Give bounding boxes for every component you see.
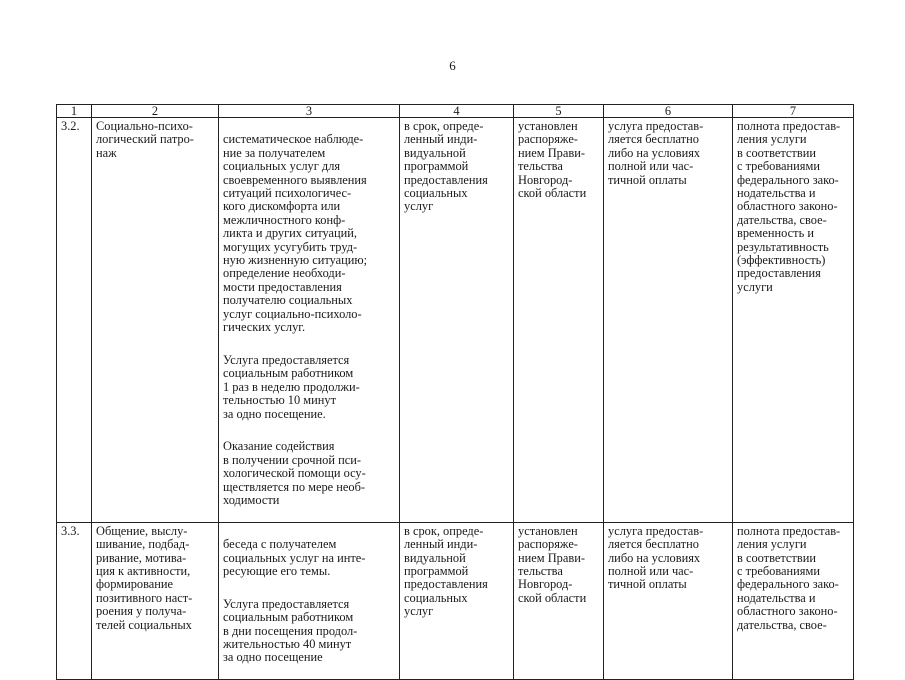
description-paragraph: Оказание содействия в получении срочной пси- хологической помощи осу- ществляется по мере необ- ходимости <box>223 439 366 507</box>
service-payment: услуга предостав- ляется бесплатно либо на условиях полной или час- тичной оплаты <box>604 522 733 679</box>
service-term: в срок, опреде- ленный инди- видуальной программой предоставления социальных услуг <box>400 522 514 679</box>
column-header: 5 <box>514 105 604 118</box>
service-payment: услуга предостав- ляется бесплатно либо на условиях полной или час- тичной оплаты <box>604 118 733 523</box>
service-name: Социально-психо- логический патро- наж <box>92 118 219 523</box>
service-term: в срок, опреде- ленный инди- видуальной программой предоставления социальных услуг <box>400 118 514 523</box>
service-tariff: установлен распоряже- нием Прави- тельства Новгород- ской области <box>514 522 604 679</box>
row-number: 3.3. <box>57 522 92 679</box>
column-number-header-row <box>57 105 854 118</box>
service-description <box>219 522 400 679</box>
column-header: 7 <box>733 105 854 118</box>
services-table <box>56 104 854 680</box>
column-header: 2 <box>92 105 219 118</box>
column-header: 3 <box>219 105 400 118</box>
description-paragraph: Услуга предоставляется социальным работником 1 раз в неделю продолжи- тельностью 10 минут за одно посещение. <box>223 352 360 421</box>
service-quality: полнота предостав- ления услуги в соответствии с требованиями федерального зако- нодательства и областного законо- дательства, свое- <box>733 522 854 679</box>
table-row <box>57 522 854 679</box>
service-description <box>219 118 400 523</box>
description-paragraph: беседа с получателем социальных услуг на инте- ресующие его темы. <box>223 537 366 578</box>
service-name: Общение, выслу- шивание, подбад- ривание, мотива- ция к активности, формирование позитивного наст- роения у получа- телей социальных <box>92 522 219 679</box>
description-paragraph: систематическое наблюде- ние за получателем социальных услуг для своевременного выявления ситуаций психологичес- кого дискомфорта или межличностного конф- ликта и других ситуаций, могущих усугубить труд- ную жизненную ситуацию; определение необходи- мости предоставления получателю социальных услуг социально-психоло- гических услуг. <box>223 132 368 335</box>
column-header: 1 <box>57 105 92 118</box>
page-number: 6 <box>449 58 456 73</box>
service-quality: полнота предостав- ления услуги в соответствии с требованиями федерального зако- нодательства и областного законо- дательства, свое- временность и результативность (эффективность) предоставления услуги <box>733 118 854 523</box>
column-header: 6 <box>604 105 733 118</box>
table-row <box>57 118 854 523</box>
service-tariff: установлен распоряже- нием Прави- тельства Новгород- ской области <box>514 118 604 523</box>
description-paragraph: Услуга предоставляется социальным работником в дни посещения продол- жительностью 40 минут за одно посещение <box>223 596 358 665</box>
row-number: 3.2. <box>57 118 92 523</box>
column-header: 4 <box>400 105 514 118</box>
